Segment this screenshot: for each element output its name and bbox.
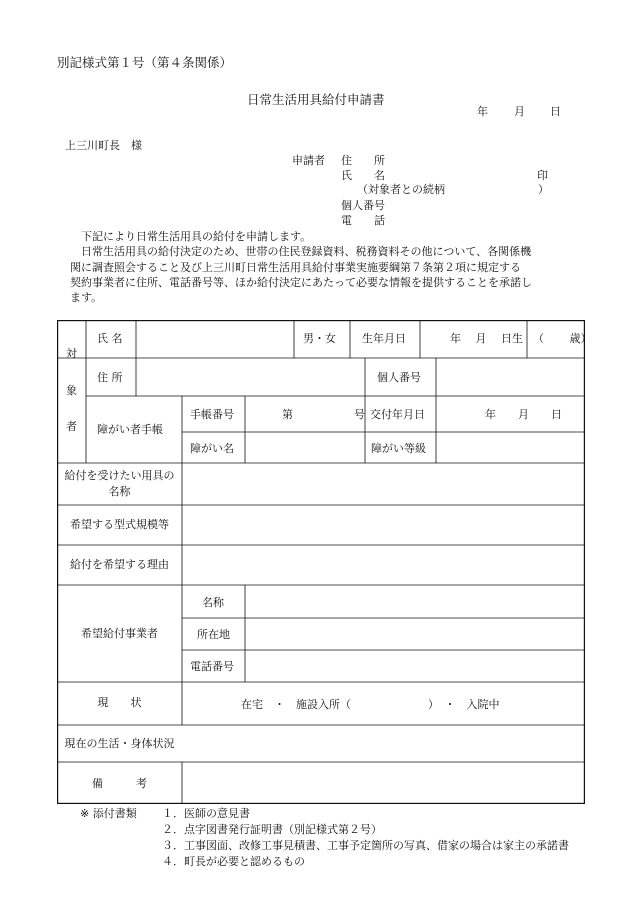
name-field[interactable] <box>137 322 292 356</box>
gender-options[interactable]: 男・女 <box>303 332 336 345</box>
address-field[interactable] <box>137 360 363 394</box>
status-label: 現 状 <box>97 696 142 709</box>
personal-number-field[interactable] <box>437 360 583 394</box>
attachment-item-3: ３．工事図面、改修工事見積書、工事予定箇所の写真、借家の場合は家主の承諾書 <box>162 839 569 852</box>
applicant-label: 申請者 <box>292 154 325 167</box>
page-title: 日常生活用具給付申請書 <box>247 92 385 107</box>
subject-char-2: 象 <box>66 384 77 397</box>
item-name-label-line2: 名称 <box>108 485 131 498</box>
subject-char-1: 対 <box>66 347 77 360</box>
handbook-number-prefix: 第 <box>282 408 293 421</box>
personal-number-label: 個人番号 <box>377 371 421 384</box>
vendor-name-label: 名称 <box>202 596 224 609</box>
applicant-phone-label: 電 話 <box>341 214 385 227</box>
attachment-item-2: ２．点字図書発行証明書（別記様式第２号） <box>162 823 382 836</box>
date-year: 年 <box>477 105 488 118</box>
applicant-name-label: 氏 名 <box>341 169 385 182</box>
vendor-location-field[interactable] <box>246 619 583 649</box>
handbook-label: 障がい者手帳 <box>97 423 163 436</box>
applicant-personal-number-label: 個人番号 <box>341 199 385 212</box>
addressee: 上三川町長 様 <box>65 139 142 152</box>
vendor-name-field[interactable] <box>246 586 583 617</box>
age-field[interactable]: （ 歳） <box>533 332 592 345</box>
disability-name-field[interactable] <box>246 434 363 461</box>
body-line-1: 下記により日常生活用具の給付を申請します。 <box>70 230 312 243</box>
handbook-number-label: 手帳番号 <box>190 408 234 421</box>
body-line-5: ます。 <box>70 291 103 304</box>
status-options[interactable]: 在宅 ・ 施設入所（ ） ・ 入院中 <box>241 698 500 711</box>
attachments-label: ※ 添付書類 <box>80 807 137 820</box>
body-line-3: 関に調査照会すること及び上三川町日常生活用具給付事業実施要綱第７条第２項に規定する <box>70 261 521 274</box>
handbook-number-suffix: 号 <box>354 408 365 421</box>
relation-close: ） <box>538 183 549 196</box>
item-name-label-line1: 給付を受けたい用具の <box>64 469 175 482</box>
attachment-item-1: １．医師の意見書 <box>162 807 250 820</box>
name-label: 氏 名 <box>97 332 123 345</box>
model-label: 希望する型式規模等 <box>70 518 169 531</box>
date-day: 日 <box>550 105 561 118</box>
issue-date-ymd[interactable]: 年 月 日 <box>485 408 562 421</box>
attachment-item-4: ４．町長が必要と認めるもの <box>162 855 305 868</box>
remarks-label: 備 考 <box>92 777 147 790</box>
reason-label: 給付を希望する理由 <box>70 558 169 571</box>
body-line-4: 契約事業者に住所、電話番号等、ほか給付決定にあたって必要な情報を提供することを承諾し <box>70 276 532 289</box>
disability-name-label: 障がい名 <box>190 442 234 455</box>
remarks-field[interactable] <box>183 763 583 803</box>
vendor-location-label: 所在地 <box>197 628 230 641</box>
seal-mark: 印 <box>537 169 548 182</box>
applicant-address-label: 住 所 <box>341 154 385 167</box>
issue-date-label: 交付年月日 <box>370 408 425 421</box>
birthdate-label: 生年月日 <box>362 332 406 345</box>
condition-label: 現在の生活・身体状況 <box>64 737 175 750</box>
vendor-label: 希望給付事業者 <box>81 627 158 640</box>
vendor-phone-label: 電話番号 <box>190 660 234 673</box>
disability-grade-field[interactable] <box>437 434 583 461</box>
item-name-field[interactable] <box>183 464 583 504</box>
form-number: 別記様式第１号（第４条関係） <box>57 55 233 70</box>
application-table <box>57 320 592 804</box>
condition-field[interactable] <box>58 726 584 761</box>
relation-open: （対象者との続柄 <box>357 183 445 196</box>
vendor-phone-field[interactable] <box>246 651 583 681</box>
body-line-2: 日常生活用具の給付決定のため、世帯の住民登録資料、税務資料その他について、各関係機 <box>70 245 532 258</box>
model-field[interactable] <box>183 506 583 544</box>
date-month: 月 <box>514 105 525 118</box>
reason-field[interactable] <box>183 546 583 584</box>
subject-char-3: 者 <box>66 420 77 433</box>
birthdate-ymd[interactable]: 年 月 日生 <box>450 332 523 345</box>
disability-grade-label: 障がい等級 <box>371 442 426 455</box>
address-label: 住 所 <box>97 371 123 384</box>
